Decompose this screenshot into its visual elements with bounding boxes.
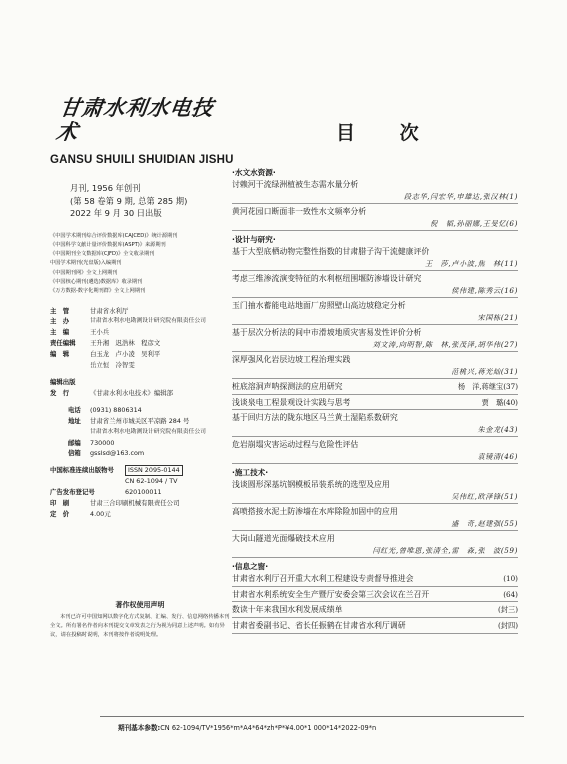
toc-entry[interactable] <box>232 533 518 558</box>
editors: 白玉龙 卢小凌 吴利平 <box>90 350 161 359</box>
toc-entry-title: 基于层次分析法的间中市滑坡地质灾害易发性评价分析 <box>232 328 422 337</box>
toc-entry-authors: 吴伟红,欧泽锋(51) <box>451 491 518 501</box>
indexing-item: 《中国学术期刊综合评价数据库(CAJCED)》统计源期刊 <box>50 232 178 239</box>
entry-divider <box>232 633 518 634</box>
toc-entry-title: 浅谈圆形深基坑钢模板吊装系统的选型及应用 <box>232 480 390 490</box>
toc-entry-authors: 侯伟建,陈秀云(16) <box>451 285 518 295</box>
indexing-item: 中国学术期刊(光盘版)入编期刊 <box>50 260 122 267</box>
toc-entry[interactable] <box>232 206 518 231</box>
resp-editors: 王升湘 迟浩林 程彦文 <box>90 339 161 348</box>
volume-issue: (第 58 卷第 9 期, 总第 285 期) <box>70 195 188 206</box>
toc-entry-authors: 贾 璐(40) <box>481 397 518 407</box>
toc-entry-title: 甘肃省水利系统安全生产暨厅安委会第三次会议在兰召开 <box>232 589 430 599</box>
entry-divider <box>232 601 518 602</box>
toc-entry-authors: (64) <box>503 589 518 599</box>
entry-divider <box>232 617 518 618</box>
toc-entry[interactable] <box>232 573 518 587</box>
toc-entry[interactable] <box>232 246 518 271</box>
entry-divider <box>232 270 518 271</box>
toc-entry[interactable] <box>232 479 518 504</box>
toc-entry-title: 高喷搭接水泥土防渗墙在水库除险加固中的应用 <box>232 507 398 517</box>
toc-entry-authors: 盛 奇,赵建强(55) <box>451 518 518 528</box>
toc-entry-title: 玉门抽水蓄能电站地面厂房照壁山高边坡稳定分析 <box>232 301 406 310</box>
issn-label: 中国标准连续出版物号 <box>50 466 114 475</box>
toc-entry-authors: 刘文涛,向明智,陈 林,张茂泽,胡华伟(27) <box>372 339 518 349</box>
toc-entry[interactable] <box>232 179 518 204</box>
toc-entry[interactable] <box>232 439 518 464</box>
cn-number: CN 62-1094 / TV <box>125 477 178 486</box>
indexing-item: 《中国科学文献计量评价数据库(ASPT)》来源期刊 <box>50 241 166 248</box>
issn: ISSN 2095-0144 <box>125 465 183 476</box>
ad-number: 620100011 <box>125 488 162 497</box>
journal-title-en: GANSU SHUILI SHUIDIAN JISHU <box>50 154 234 166</box>
entry-divider <box>232 394 518 395</box>
entry-divider <box>232 351 518 352</box>
toc-entry-title: 黄河花园口断面非一致性水文频率分析 <box>232 207 367 216</box>
entry-divider <box>232 297 518 298</box>
section-heading: ·施工技术· <box>232 468 269 478</box>
toc-entry[interactable] <box>232 300 518 325</box>
footer-params <box>118 722 376 732</box>
toc-entry-authors: (10) <box>503 574 518 584</box>
copyright-notice <box>50 600 230 640</box>
toc-entry[interactable] <box>232 412 518 437</box>
toc-entry[interactable] <box>232 327 518 352</box>
indexing-item: 《中国期刊网》全文上网期刊 <box>50 269 118 276</box>
entry-divider <box>232 324 518 325</box>
toc-entry-authors: 杨 洋,蒋继宝(37) <box>457 382 518 391</box>
sponsor-label: 主 管 <box>50 306 70 315</box>
publisher-label: 编辑出版 <box>50 378 76 387</box>
toc-entry-title: 数读十年来我国水利发展成绩单 <box>232 605 343 615</box>
toc-entry[interactable] <box>232 397 518 411</box>
toc-entry-title: 深厚强风化岩层边坡工程治理实践 <box>232 355 351 364</box>
toc-entry-title: 基于回归方法的陇东地区马兰黄土湿陷系数研究 <box>232 413 398 423</box>
toc-entry[interactable] <box>232 604 518 618</box>
indexing-list <box>50 232 230 297</box>
distributor-label: 发 行 <box>50 388 70 397</box>
footer-label: 期刊基本参数: <box>118 724 161 732</box>
sponsor: 甘肃省水利厅 <box>90 306 129 315</box>
toc-title: 目 次 <box>336 122 438 144</box>
toc-entry-authors: 袁镜清(46) <box>477 451 518 461</box>
toc-entry-authors: 段志华,闫宏华,申雄达,张汉林(1) <box>403 191 518 201</box>
toc-entry-title: 桩底溶洞声呐探测法的应用研究 <box>232 382 343 391</box>
toc-entry[interactable] <box>232 381 518 395</box>
indexing-item: 《万方数据-数字化期刊群》全文上网期刊 <box>50 288 146 295</box>
toc-entry-authors: 朱金龙(43) <box>477 424 518 434</box>
toc-entry-title: 考虑三维渗流演变特征的水利枢纽围堰防渗墙设计研究 <box>232 274 422 283</box>
toc-entry-authors: 闫红光,曾唯恩,张清全,雷 森,张 波(59) <box>372 545 518 555</box>
entry-divider <box>232 378 518 379</box>
publisher: 《甘肃水利水电技术》编辑部 <box>90 388 174 397</box>
toc-entry-title: 危岩崩塌灾害运动过程与危险性评估 <box>232 440 359 450</box>
entry-divider <box>232 436 518 437</box>
entry-divider <box>232 409 518 410</box>
phone-label: 电话 <box>68 405 81 414</box>
toc-entry-title: 浅谈泉电工程景观设计实践与思考 <box>232 397 351 407</box>
entry-divider <box>232 530 518 531</box>
print-label: 印 刷 <box>50 499 70 508</box>
entry-divider <box>232 557 518 558</box>
toc-entry[interactable] <box>232 273 518 298</box>
chief-editor: 王小兵 <box>90 328 110 337</box>
toc-entry[interactable] <box>232 506 518 531</box>
toc-entry-title: 大岗山隧道光面爆破技术应用 <box>232 534 335 544</box>
toc-entry[interactable] <box>232 589 518 603</box>
publication-info <box>70 182 230 220</box>
section-heading: ·信息之窗· <box>232 562 269 572</box>
toc-entry-title: 讨赖河干流绿洲植被生态需水量分析 <box>232 180 359 189</box>
price-label: 定 价 <box>50 510 70 519</box>
copyright-title: 著作权使用声明 <box>115 601 165 609</box>
editor-label: 编 辑 <box>50 350 70 359</box>
toc-entry[interactable] <box>232 620 518 634</box>
table-of-contents <box>232 164 518 636</box>
toc-entry[interactable] <box>232 354 518 379</box>
phone: (0931) 8806314 <box>90 405 142 414</box>
entry-divider <box>232 203 518 204</box>
host-label: 主 办 <box>50 317 70 326</box>
masthead <box>50 306 230 520</box>
toc-entry-title: 甘肃省水利厅召开重大水利工程建设专责督导推进会 <box>232 574 414 584</box>
frequency: 月刊, 1956 年创刊 <box>70 183 141 193</box>
journal-logo-cn: 甘肃水利水电技术 <box>54 95 216 144</box>
postcode: 730000 <box>90 438 115 447</box>
toc-entry-title: 甘肃省委副书记、省长任振鹤在甘肃省水利厅调研 <box>232 620 406 630</box>
copyright-body: 本刊已许可中国知网以数字化方式复制、汇编、发行、信息网络传播本刊全文。所有署名作者向本刊提交文章发表之行为视为同意上述声明。如有异议，请在投稿时说明，本刊将按作者说明处理。 <box>50 614 230 638</box>
postcode-label: 邮编 <box>68 438 81 447</box>
toc-entry-authors: 王 莎,卢小波,焦 林(11) <box>424 258 518 268</box>
editors-cont: 岳立恒 冷智雯 <box>90 361 135 370</box>
section-heading: ·水文水资源· <box>232 168 276 177</box>
price: 4.00元 <box>90 510 111 519</box>
host: 甘肃省水利水电勘测设计研究院有限责任公司 <box>90 318 206 325</box>
entry-divider <box>232 586 518 587</box>
footer-rule <box>100 716 524 717</box>
footer-value: CN 62-1094/TV*1956*m*A4*64*zh*P*¥4.00*1 000*14*2022-09*n <box>160 724 377 732</box>
indexing-item: 《中国期刊全文数据库(CJFD)》全文收录期刊 <box>50 251 155 258</box>
toc-entry-authors: 倪 韬,孙丽娜,王旻忆(6) <box>430 218 518 228</box>
address-cont: 甘肃省水利水电勘测设计研究院有限责任公司 <box>90 428 206 435</box>
entry-divider <box>232 230 518 231</box>
address: 甘肃省兰州市城关区平凉路 284 号 <box>90 416 190 425</box>
entry-divider <box>232 463 518 464</box>
toc-entry-authors: 宋国栋(21) <box>477 312 518 322</box>
email-label: 信箱 <box>68 449 81 458</box>
section-heading: ·设计与研究· <box>232 235 276 244</box>
indexing-item: 《中国核心期刊(遴选)数据库》收录期刊 <box>50 278 143 285</box>
publish-date: 2022 年 9 月 30 日出版 <box>70 208 162 218</box>
ad-label: 广告发布登记号 <box>50 488 95 497</box>
email: gsslsd@163.com <box>90 449 145 458</box>
toc-entry-authors: (封四) <box>498 620 518 630</box>
toc-entry-authors: (封三) <box>498 605 518 615</box>
printer: 甘肃三合印刷机械有限责任公司 <box>90 499 180 508</box>
address-label: 地址 <box>68 416 81 425</box>
left-column <box>50 95 234 520</box>
resp-editor-label: 责任编辑 <box>50 339 76 348</box>
entry-divider <box>232 503 518 504</box>
toc-entry-authors: 范桃兴,蒋光灿(31) <box>451 366 518 376</box>
toc-entry-title: 基于大型底栖动物完整性指数的甘肃腊子沟干流健康评价 <box>232 247 430 256</box>
chief-label: 主 编 <box>50 328 70 337</box>
